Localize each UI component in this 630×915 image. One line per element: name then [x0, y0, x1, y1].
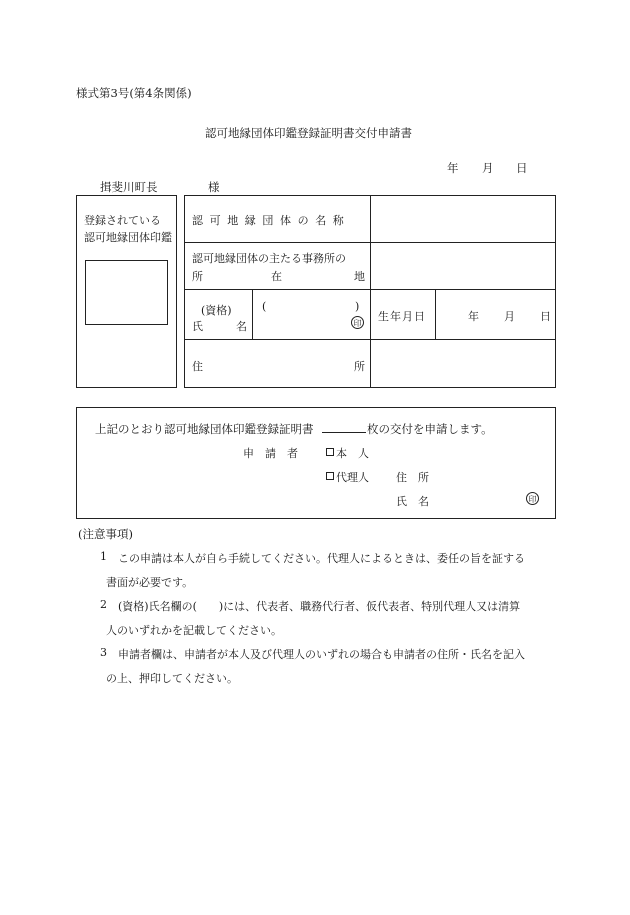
form-title: 認可地縁団体印鑑登録証明書交付申請書 [205, 126, 412, 140]
note-text-line1: 申請者欄は、申請者が本人及び代理人のいずれの場合も申請者の住所・氏名を記入 [118, 648, 525, 661]
table-column-divider [370, 195, 371, 388]
office-location-label-char: 在 [271, 270, 282, 283]
birthdate-label: 生年月日 [378, 310, 426, 323]
table-column-divider [435, 289, 436, 339]
note-number: 2 [100, 598, 107, 611]
seal-impression-area[interactable] [85, 260, 168, 325]
representative-name-label-char: 氏 [192, 320, 203, 333]
note-text-line2: の上、押印してください。 [106, 672, 238, 685]
applicant-name-field[interactable] [440, 488, 520, 508]
birth-year-label: 年 [468, 310, 479, 323]
note-text-line2: 書面が必要です。 [106, 576, 194, 589]
representative-name-field[interactable] [258, 296, 366, 334]
form-style-number: 様式第3号(第4条関係) [76, 86, 192, 100]
date-month-label: 月 [482, 161, 494, 175]
group-name-field[interactable] [372, 197, 554, 241]
note-number: 3 [100, 646, 107, 659]
request-sentence-end: 枚の交付を申請します。 [367, 422, 493, 436]
note-text-line1: この申請は本人が自ら手続してください。代理人によるときは、委任の旨を証する [118, 552, 525, 565]
seal-panel-label-line2: 認可地縁団体印鑑 [84, 231, 172, 244]
office-location-label-line1: 認可地縁団体の主たる事務所の [192, 252, 346, 265]
copies-count-field[interactable] [322, 432, 366, 433]
note-number: 1 [100, 550, 107, 563]
self-option-label: 本 人 [336, 447, 369, 460]
address-field[interactable] [372, 341, 554, 386]
office-location-label-char: 所 [192, 270, 203, 283]
request-sentence-start: 上記のとおり認可地縁団体印鑑登録証明書 [95, 422, 314, 436]
office-location-field[interactable] [372, 244, 554, 288]
table-column-divider [252, 289, 253, 339]
birthdate-field[interactable] [437, 291, 554, 337]
address-label-char: 所 [354, 360, 365, 373]
applicant-name-label: 氏 名 [396, 495, 429, 508]
agent-option-label: 代理人 [336, 471, 369, 484]
note-text-line2: 人のいずれかを記載してください。 [106, 624, 282, 637]
address-label-char: 住 [192, 360, 203, 373]
applicant-seal-mark-icon: 印 [526, 492, 539, 505]
seal-panel-label-line1: 登録されている [84, 214, 161, 227]
office-location-label-char: 地 [354, 270, 365, 283]
agent-checkbox[interactable] [326, 472, 334, 480]
seal-mark-icon: 印 [351, 316, 364, 329]
group-name-label: 認可地縁団体の名称 [192, 214, 351, 227]
qualification-paren-open: ( [262, 300, 267, 313]
notes-heading: (注意事項) [78, 527, 133, 541]
addressee-honorific: 様 [208, 180, 220, 194]
note-text-line1: (資格)氏名欄の( )には、代表者、職務代行者、仮代表者、特別代理人又は清算 [118, 600, 521, 613]
applicant-address-label: 住 所 [396, 471, 429, 484]
applicant-address-field[interactable] [440, 464, 550, 484]
date-year-label: 年 [447, 161, 459, 175]
representative-name-label-char: 名 [236, 320, 247, 333]
birth-day-label: 日 [540, 310, 551, 323]
qualification-paren-close: ) [355, 300, 360, 313]
birth-month-label: 月 [504, 310, 515, 323]
self-checkbox[interactable] [326, 448, 334, 456]
qualification-label: (資格) [201, 304, 232, 317]
applicant-label: 申 請 者 [243, 447, 298, 460]
addressee: 揖斐川町長 [100, 180, 158, 194]
date-day-label: 日 [516, 161, 528, 175]
